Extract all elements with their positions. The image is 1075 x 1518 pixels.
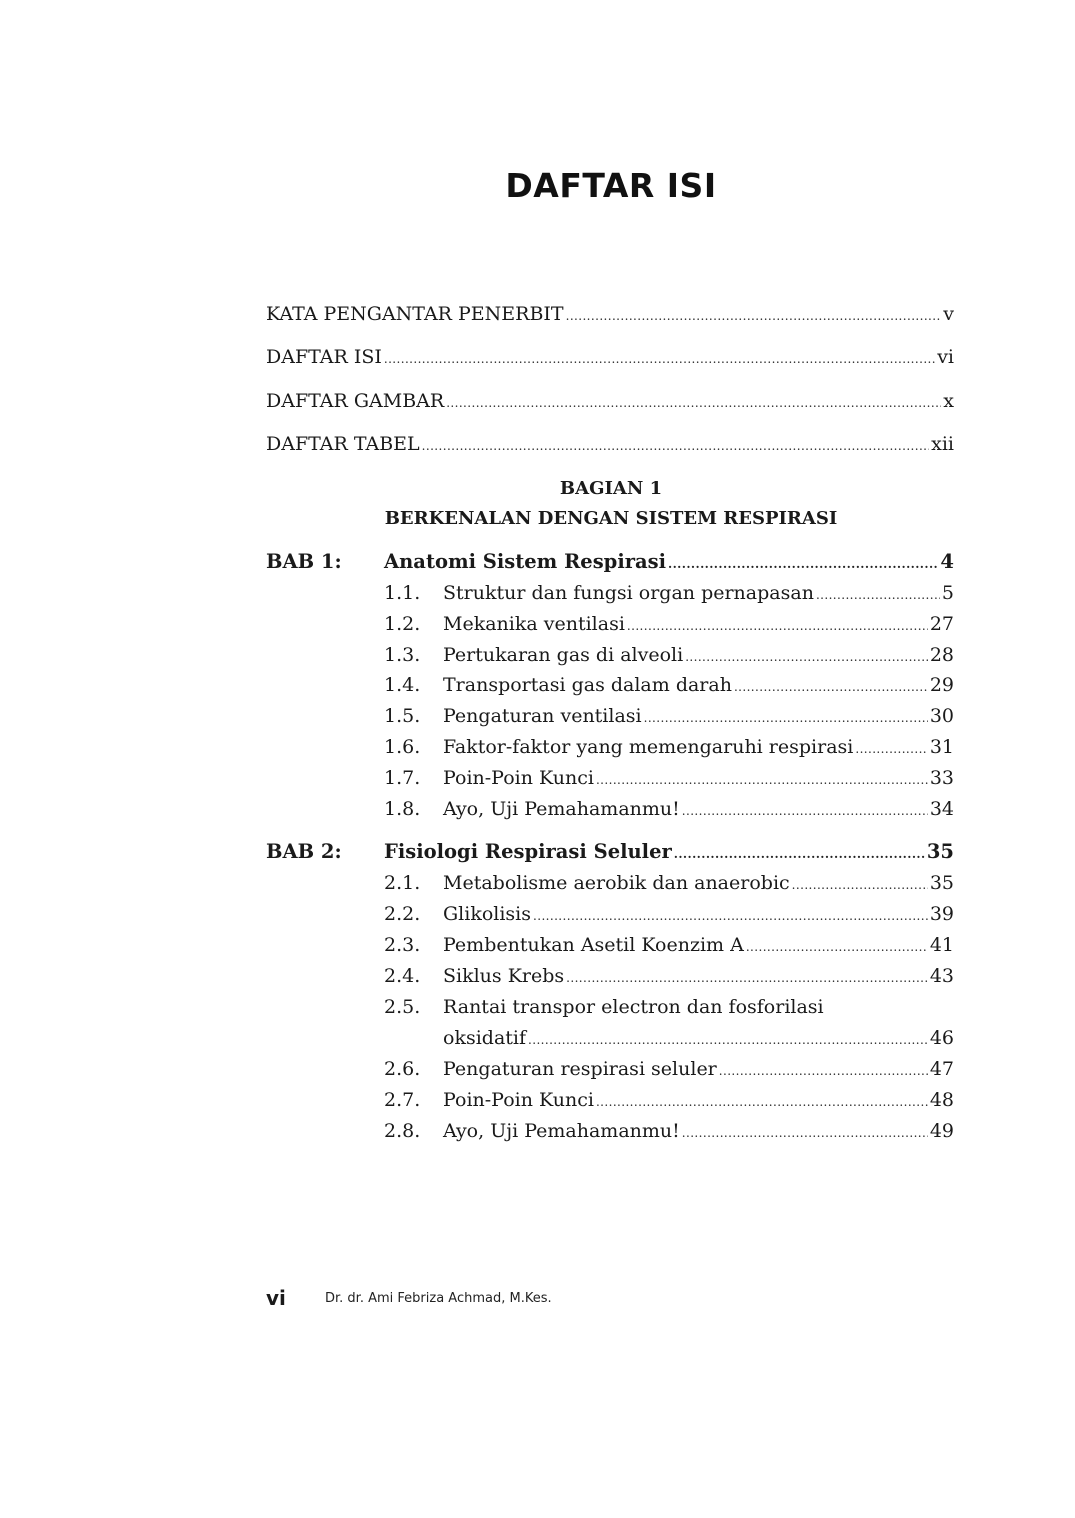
section-page: 43 xyxy=(929,965,954,987)
section-page: 35 xyxy=(929,872,954,894)
section-title: Ayo, Uji Pemahamanmu! xyxy=(443,1120,680,1142)
toc-section[interactable] xyxy=(443,902,954,928)
section-title: Siklus Krebs xyxy=(443,965,565,987)
toc-entry-kata-pengantar[interactable] xyxy=(266,302,954,328)
part-title: BERKENALAN DENGAN SISTEM RESPIRASI xyxy=(384,508,838,529)
section-page: 33 xyxy=(929,767,954,789)
dot-leader xyxy=(682,1121,928,1145)
toc-section[interactable] xyxy=(443,1088,954,1114)
section-title: Metabolisme aerobik dan anaerobic xyxy=(443,872,790,894)
toc-chapter-1[interactable] xyxy=(384,550,954,576)
toc-entry-label: DAFTAR ISI xyxy=(266,346,382,368)
toc-entry-daftar-isi[interactable] xyxy=(266,345,954,371)
section-title: Pembentukan Asetil Koenzim A xyxy=(443,934,744,956)
toc-entry-label: KATA PENGANTAR PENERBIT xyxy=(266,303,564,325)
chapter-number: BAB 2: xyxy=(266,840,342,863)
section-number: 2.7. xyxy=(384,1089,421,1111)
dot-leader xyxy=(746,935,928,959)
toc-section[interactable] xyxy=(443,581,954,607)
dot-leader xyxy=(668,552,938,576)
dot-leader xyxy=(685,645,928,669)
section-title: Faktor-faktor yang memengaruhi respirasi xyxy=(443,736,854,758)
part-label: BAGIAN 1 xyxy=(559,478,663,499)
dot-leader xyxy=(627,614,928,638)
section-number: 2.8. xyxy=(384,1120,421,1142)
section-number: 1.6. xyxy=(384,736,421,758)
section-page: 34 xyxy=(929,798,954,820)
dot-leader xyxy=(792,873,928,897)
dot-leader xyxy=(816,583,940,607)
section-title: Pertukaran gas di alveoli xyxy=(443,644,684,666)
dot-leader xyxy=(734,675,928,699)
dot-leader xyxy=(566,304,942,328)
section-title: Ayo, Uji Pemahamanmu! xyxy=(443,798,680,820)
toc-section[interactable] xyxy=(443,735,954,761)
chapter-page: 35 xyxy=(926,840,954,863)
toc-section[interactable] xyxy=(443,871,954,897)
dot-leader xyxy=(528,1028,928,1052)
section-title: Pengaturan respirasi seluler xyxy=(443,1058,717,1080)
chapter-number: BAB 1: xyxy=(266,550,342,573)
section-page: 29 xyxy=(929,674,954,696)
dot-leader xyxy=(566,966,928,990)
section-title: Transportasi gas dalam darah xyxy=(443,674,732,696)
dot-leader xyxy=(674,842,925,866)
section-title: Poin-Poin Kunci xyxy=(443,1089,594,1111)
toc-entry-page: vi xyxy=(937,346,954,368)
toc-section[interactable] xyxy=(443,1119,954,1145)
toc-section[interactable] xyxy=(443,964,954,990)
toc-section[interactable] xyxy=(443,704,954,730)
section-page: 27 xyxy=(929,613,954,635)
section-number: 1.2. xyxy=(384,613,421,635)
section-title: Glikolisis xyxy=(443,903,532,925)
toc-section[interactable] xyxy=(443,766,954,792)
section-page: 30 xyxy=(929,705,954,727)
toc-section[interactable] xyxy=(443,1057,954,1083)
toc-section[interactable] xyxy=(443,933,954,959)
section-page: 31 xyxy=(929,736,954,758)
section-page: 28 xyxy=(929,644,954,666)
dot-leader xyxy=(596,1090,928,1114)
section-number: 2.2. xyxy=(384,903,421,925)
toc-section[interactable] xyxy=(443,1026,954,1052)
section-page: 47 xyxy=(929,1058,954,1080)
toc-chapter-2[interactable] xyxy=(384,840,954,866)
section-number: 1.1. xyxy=(384,582,421,604)
section-title: Poin-Poin Kunci xyxy=(443,767,594,789)
toc-entry-page: x xyxy=(943,390,954,412)
section-page: 46 xyxy=(929,1027,954,1049)
toc-section[interactable] xyxy=(443,673,954,699)
section-number: 1.8. xyxy=(384,798,421,820)
toc-entry-page: xii xyxy=(931,433,954,455)
section-number: 2.6. xyxy=(384,1058,421,1080)
toc-section[interactable] xyxy=(443,643,954,669)
dot-leader xyxy=(422,434,929,458)
toc-entry-daftar-tabel[interactable] xyxy=(266,432,954,458)
footer-page-number: vi xyxy=(266,1286,286,1310)
chapter-page: 4 xyxy=(940,550,954,573)
dot-leader xyxy=(596,768,928,792)
dot-leader xyxy=(446,391,941,415)
section-number: 1.7. xyxy=(384,767,421,789)
section-title: Pengaturan ventilasi xyxy=(443,705,642,727)
dot-leader xyxy=(682,799,928,823)
page-title: DAFTAR ISI xyxy=(505,166,717,205)
section-number: 1.5. xyxy=(384,705,421,727)
section-title-line1: Rantai transpor electron dan fosforilasi xyxy=(443,996,824,1018)
section-title-line2: oksidatif xyxy=(443,1027,527,1049)
section-page: 39 xyxy=(929,903,954,925)
toc-entry-page: v xyxy=(943,303,954,325)
dot-leader xyxy=(719,1059,928,1083)
section-page: 48 xyxy=(929,1089,954,1111)
section-page: 5 xyxy=(941,582,954,604)
dot-leader xyxy=(644,706,928,730)
chapter-title: Anatomi Sistem Respirasi xyxy=(384,550,667,573)
section-title: Mekanika ventilasi xyxy=(443,613,625,635)
section-number: 1.4. xyxy=(384,674,421,696)
section-title: Struktur dan fungsi organ pernapasan xyxy=(443,582,814,604)
dot-leader xyxy=(384,347,935,371)
toc-section[interactable] xyxy=(443,797,954,823)
toc-entry-label: DAFTAR GAMBAR xyxy=(266,390,445,412)
chapter-title: Fisiologi Respirasi Seluler xyxy=(384,840,672,863)
section-page: 49 xyxy=(929,1120,954,1142)
section-number: 2.1. xyxy=(384,872,421,894)
section-number: 2.3. xyxy=(384,934,421,956)
section-number: 2.5. xyxy=(384,996,421,1018)
toc-entry-daftar-gambar[interactable] xyxy=(266,389,954,415)
toc-section[interactable] xyxy=(443,612,954,638)
dot-leader xyxy=(855,737,927,761)
section-page: 41 xyxy=(929,934,954,956)
section-number: 2.4. xyxy=(384,965,421,987)
toc-entry-label: DAFTAR TABEL xyxy=(266,433,420,455)
section-number: 1.3. xyxy=(384,644,421,666)
footer-author: Dr. dr. Ami Febriza Achmad, M.Kes. xyxy=(325,1291,552,1306)
dot-leader xyxy=(533,904,928,928)
